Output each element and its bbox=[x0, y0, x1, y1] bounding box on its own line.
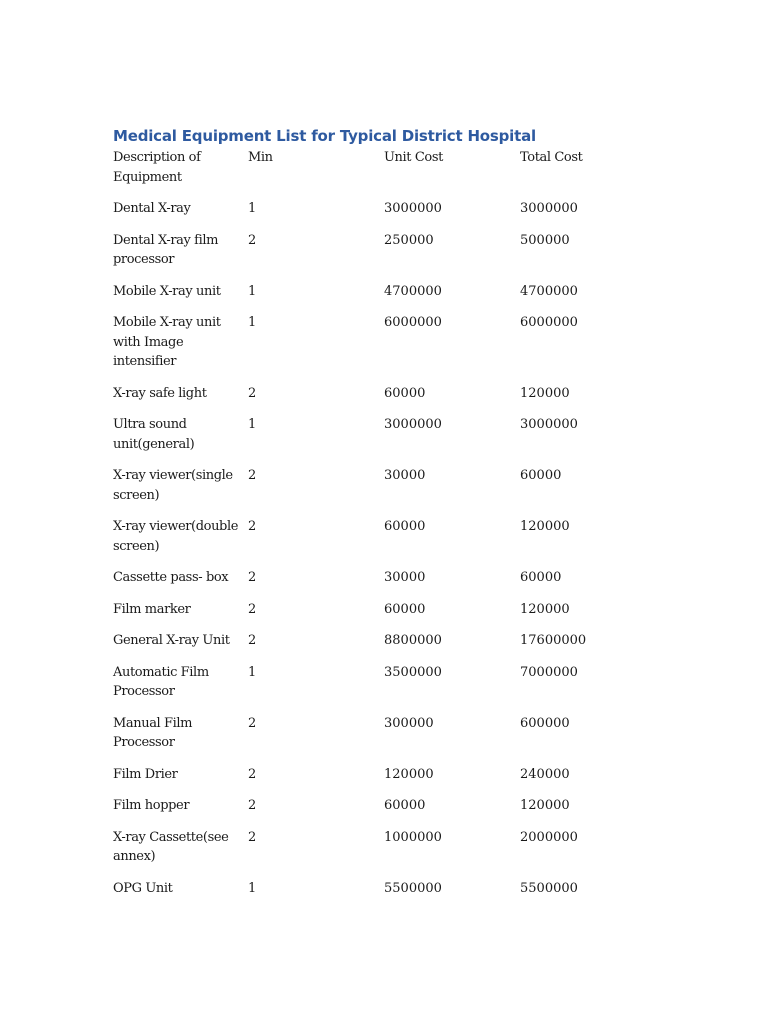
cell-min: 1 bbox=[248, 880, 257, 896]
cell-unit-cost: 5500000 bbox=[384, 880, 442, 896]
table-row bbox=[113, 466, 653, 517]
cell-description: Cassette pass- box bbox=[113, 570, 229, 585]
cell-total-cost: 240000 bbox=[520, 766, 570, 782]
cell-total-cost: 500000 bbox=[520, 232, 570, 248]
cell-description: Mobile X-ray unit bbox=[113, 283, 221, 299]
cell-total-cost: 6000000 bbox=[520, 315, 578, 330]
table-row bbox=[113, 600, 653, 632]
table-row bbox=[113, 384, 653, 416]
cell-min: 2 bbox=[248, 385, 257, 401]
cell-min: 2 bbox=[248, 468, 257, 483]
cell-min: 2 bbox=[248, 766, 257, 782]
table-body bbox=[113, 199, 653, 910]
cell-description: Mobile X-ray unit with Image intensifier bbox=[113, 315, 221, 369]
table-row bbox=[113, 631, 653, 663]
cell-unit-cost: 60000 bbox=[384, 601, 426, 617]
cell-unit-cost: 60000 bbox=[384, 798, 426, 813]
cell-total-cost: 60000 bbox=[520, 570, 562, 585]
table-row bbox=[113, 568, 653, 600]
cell-total-cost: 120000 bbox=[520, 601, 570, 617]
cell-min: 2 bbox=[248, 798, 257, 813]
column-header-total-cost: Total Cost bbox=[520, 150, 583, 165]
cell-description: Dental X-ray bbox=[113, 201, 191, 216]
column-header-description: Description of Equipment bbox=[113, 150, 201, 185]
cell-min: 2 bbox=[248, 715, 257, 731]
table-row bbox=[113, 663, 653, 714]
table-header-row bbox=[113, 148, 653, 199]
cell-unit-cost: 1000000 bbox=[384, 829, 442, 845]
table-row bbox=[113, 879, 653, 911]
table-row bbox=[113, 765, 653, 797]
cell-unit-cost: 3000000 bbox=[384, 417, 442, 432]
table-row bbox=[113, 796, 653, 828]
cell-total-cost: 120000 bbox=[520, 798, 570, 813]
cell-min: 2 bbox=[248, 519, 257, 534]
cell-unit-cost: 30000 bbox=[384, 468, 426, 483]
cell-total-cost: 3000000 bbox=[520, 201, 578, 216]
cell-unit-cost: 300000 bbox=[384, 715, 434, 731]
cell-unit-cost: 4700000 bbox=[384, 283, 442, 299]
cell-total-cost: 60000 bbox=[520, 468, 562, 483]
cell-description: Manual Film Processor bbox=[113, 715, 193, 750]
cell-total-cost: 4700000 bbox=[520, 283, 578, 299]
cell-total-cost: 7000000 bbox=[520, 664, 578, 680]
table-row bbox=[113, 199, 653, 231]
table-row bbox=[113, 415, 653, 466]
document-title: Medical Equipment List for Typical District Hospital bbox=[113, 127, 536, 145]
cell-unit-cost: 3500000 bbox=[384, 664, 442, 680]
cell-unit-cost: 60000 bbox=[384, 385, 426, 401]
cell-total-cost: 120000 bbox=[520, 519, 570, 534]
cell-total-cost: 120000 bbox=[520, 385, 570, 401]
table-row bbox=[113, 828, 653, 879]
document-page bbox=[113, 126, 653, 910]
cell-unit-cost: 8800000 bbox=[384, 633, 442, 648]
table-row bbox=[113, 282, 653, 314]
cell-unit-cost: 120000 bbox=[384, 766, 434, 782]
table-row bbox=[113, 231, 653, 282]
cell-min: 1 bbox=[248, 417, 257, 432]
cell-description: Automatic Film Processor bbox=[113, 664, 209, 699]
cell-description: X-ray Cassette(see annex) bbox=[113, 829, 229, 864]
table-row bbox=[113, 313, 653, 384]
cell-min: 1 bbox=[248, 664, 257, 680]
cell-min: 1 bbox=[248, 315, 257, 330]
cell-min: 2 bbox=[248, 829, 257, 845]
cell-min: 2 bbox=[248, 570, 257, 585]
cell-unit-cost: 250000 bbox=[384, 232, 434, 248]
cell-min: 1 bbox=[248, 201, 257, 216]
cell-min: 2 bbox=[248, 232, 257, 248]
cell-unit-cost: 30000 bbox=[384, 570, 426, 585]
cell-description: General X-ray Unit bbox=[113, 633, 230, 648]
table-row bbox=[113, 714, 653, 765]
cell-unit-cost: 6000000 bbox=[384, 315, 442, 330]
cell-description: X-ray viewer(single screen) bbox=[113, 468, 233, 503]
cell-min: 2 bbox=[248, 601, 257, 617]
column-header-min: Min bbox=[248, 150, 273, 165]
cell-description: X-ray safe light bbox=[113, 385, 207, 401]
cell-description: Film hopper bbox=[113, 798, 190, 813]
cell-unit-cost: 60000 bbox=[384, 519, 426, 534]
cell-total-cost: 600000 bbox=[520, 715, 570, 731]
cell-total-cost: 5500000 bbox=[520, 880, 578, 896]
cell-description: Dental X-ray film processor bbox=[113, 232, 219, 267]
cell-total-cost: 2000000 bbox=[520, 829, 578, 845]
cell-description: X-ray viewer(double screen) bbox=[113, 519, 239, 554]
table-row bbox=[113, 517, 653, 568]
column-header-unit-cost: Unit Cost bbox=[384, 150, 443, 165]
cell-min: 1 bbox=[248, 283, 257, 299]
cell-total-cost: 3000000 bbox=[520, 417, 578, 432]
cell-description: Film marker bbox=[113, 601, 191, 617]
equipment-table bbox=[113, 148, 653, 910]
cell-description: Ultra sound unit(general) bbox=[113, 417, 195, 452]
cell-total-cost: 17600000 bbox=[520, 633, 587, 648]
cell-description: OPG Unit bbox=[113, 880, 173, 896]
cell-unit-cost: 3000000 bbox=[384, 201, 442, 216]
cell-description: Film Drier bbox=[113, 766, 178, 782]
cell-min: 2 bbox=[248, 633, 257, 648]
